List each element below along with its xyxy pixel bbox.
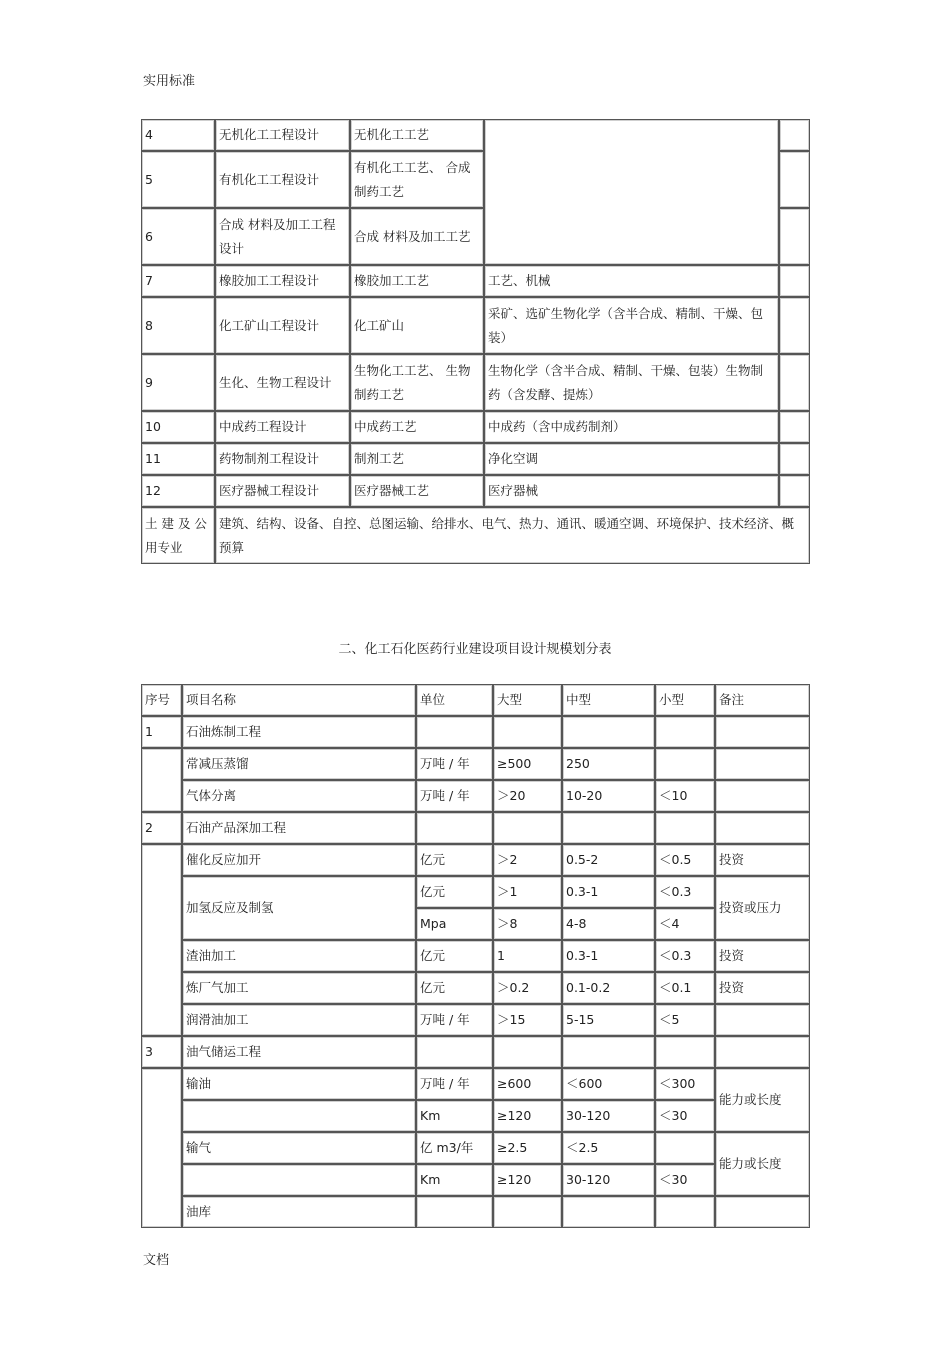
unit-cell — [416, 812, 493, 844]
process-name: 制剂工艺 — [350, 443, 484, 475]
row-number: 4 — [141, 119, 215, 151]
table-row — [141, 748, 810, 780]
scale-table — [141, 684, 810, 1228]
row-number: 9 — [141, 354, 215, 411]
project-name: 常减压蒸馏 — [182, 748, 416, 780]
unit-cell: 亿元 — [416, 876, 493, 908]
small-cell: ＜0.3 — [655, 940, 715, 972]
table-row — [141, 1100, 810, 1132]
header-cell: 中型 — [562, 684, 655, 716]
small-cell: ＜0.3 — [655, 876, 715, 908]
small-cell: ＜30 — [655, 1100, 715, 1132]
note-cell: 投资 — [715, 972, 810, 1004]
row-number: 1 — [141, 716, 182, 748]
project-name: 催化反应加开 — [182, 844, 416, 876]
medium-cell: 30-120 — [562, 1164, 655, 1196]
project-name: 渣油加工 — [182, 940, 416, 972]
project-name: 输油 — [182, 1068, 416, 1100]
project-name: 油气储运工程 — [182, 1036, 416, 1068]
unit-cell: 万吨 / 年 — [416, 1068, 493, 1100]
extra-cell — [779, 475, 810, 507]
note-cell — [715, 812, 810, 844]
extra-cell — [779, 208, 810, 265]
large-cell: ＞2 — [493, 844, 562, 876]
row-number: 12 — [141, 475, 215, 507]
medium-cell — [562, 1196, 655, 1228]
row-number: 8 — [141, 297, 215, 354]
extra-cell — [779, 411, 810, 443]
unit-cell — [416, 1196, 493, 1228]
large-cell: ＞0.2 — [493, 972, 562, 1004]
note-cell: 投资 — [715, 844, 810, 876]
large-cell: ≥120 — [493, 1100, 562, 1132]
row-number: 10 — [141, 411, 215, 443]
note-cell: 投资或压力 — [715, 876, 810, 940]
civil-content: 建筑、结构、设备、自控、总图运输、给排水、电气、热力、通讯、暖通空调、环境保护、技术经济、概预算 — [215, 507, 810, 564]
table-row — [141, 265, 810, 297]
table-row — [141, 443, 810, 475]
design-name: 合成 材料及加工工程设计 — [215, 208, 350, 265]
equipment-name: 工艺、机械 — [484, 265, 779, 297]
row-number — [141, 748, 182, 812]
design-name: 橡胶加工工程设计 — [215, 265, 350, 297]
small-cell: ＜0.5 — [655, 844, 715, 876]
medium-cell — [562, 1036, 655, 1068]
note-cell — [715, 780, 810, 812]
row-number: 11 — [141, 443, 215, 475]
project-name: 炼厂气加工 — [182, 972, 416, 1004]
header-cell: 项目名称 — [182, 684, 416, 716]
row-number: 6 — [141, 208, 215, 265]
equipment-name: 采矿、选矿生物化学（含半合成、精制、干燥、包装） — [484, 297, 779, 354]
header-cell: 序号 — [141, 684, 182, 716]
small-cell: ＜300 — [655, 1068, 715, 1100]
unit-cell — [416, 1036, 493, 1068]
page-footer: 文档 — [143, 1253, 170, 1268]
medium-cell: ＜2.5 — [562, 1132, 655, 1164]
design-name: 医疗器械工程设计 — [215, 475, 350, 507]
design-name: 中成药工程设计 — [215, 411, 350, 443]
note-cell — [715, 1004, 810, 1036]
process-name: 合成 材料及加工工艺 — [350, 208, 484, 265]
medium-cell: 0.5-2 — [562, 844, 655, 876]
unit-cell: Mpa — [416, 908, 493, 940]
note-cell: 能力或长度 — [715, 1132, 810, 1196]
design-name: 无机化工工程设计 — [215, 119, 350, 151]
table-row — [141, 940, 810, 972]
project-name: 石油产品深加工程 — [182, 812, 416, 844]
small-cell — [655, 748, 715, 780]
header-cell: 大型 — [493, 684, 562, 716]
medium-cell: 250 — [562, 748, 655, 780]
equipment-name: 医疗器械 — [484, 475, 779, 507]
note-cell: 能力或长度 — [715, 1068, 810, 1132]
small-cell: ＜0.1 — [655, 972, 715, 1004]
process-name: 橡胶加工工艺 — [350, 265, 484, 297]
table-row — [141, 780, 810, 812]
note-cell: 投资 — [715, 940, 810, 972]
small-cell: ＜5 — [655, 1004, 715, 1036]
unit-cell: 万吨 / 年 — [416, 780, 493, 812]
project-name: 输气 — [182, 1132, 416, 1164]
project-name: 油库 — [182, 1196, 416, 1228]
header-cell: 备注 — [715, 684, 810, 716]
medium-cell: 0.3-1 — [562, 876, 655, 908]
unit-cell: 亿元 — [416, 972, 493, 1004]
large-cell — [493, 1036, 562, 1068]
large-cell: ≥600 — [493, 1068, 562, 1100]
medium-cell: 0.1-0.2 — [562, 972, 655, 1004]
unit-cell: 亿 m3/年 — [416, 1132, 493, 1164]
equipment-name: 中成药（含中成药制剂） — [484, 411, 779, 443]
medium-cell: 10-20 — [562, 780, 655, 812]
medium-cell: 4-8 — [562, 908, 655, 940]
extra-cell — [779, 443, 810, 475]
table-row — [141, 507, 810, 564]
equipment-name: 生物化学（含半合成、精制、干燥、包装）生物制药（含发酵、提炼） — [484, 354, 779, 411]
project-name — [182, 1100, 416, 1132]
large-cell: ＞1 — [493, 876, 562, 908]
table-row — [141, 1004, 810, 1036]
row-number: 3 — [141, 1036, 182, 1068]
small-cell: ＜10 — [655, 780, 715, 812]
table-header-row — [141, 684, 810, 716]
extra-cell — [779, 119, 810, 151]
unit-cell: Km — [416, 1100, 493, 1132]
medium-cell — [562, 716, 655, 748]
row-number — [141, 844, 182, 1036]
project-name: 气体分离 — [182, 780, 416, 812]
process-name: 有机化工工艺、 合成制药工艺 — [350, 151, 484, 208]
table-row — [141, 119, 810, 151]
medium-cell: 0.3-1 — [562, 940, 655, 972]
project-name: 加氢反应及制氢 — [182, 876, 416, 940]
unit-cell: Km — [416, 1164, 493, 1196]
table-row — [141, 716, 810, 748]
design-name: 化工矿山工程设计 — [215, 297, 350, 354]
project-name: 润滑油加工 — [182, 1004, 416, 1036]
table-row — [141, 1132, 810, 1164]
large-cell — [493, 812, 562, 844]
table-row — [141, 411, 810, 443]
small-cell — [655, 1036, 715, 1068]
design-name: 生化、生物工程设计 — [215, 354, 350, 411]
large-cell: 1 — [493, 940, 562, 972]
medium-cell: 5-15 — [562, 1004, 655, 1036]
section-title: 二、化工石化医药行业建设项目设计规模划分表 — [338, 642, 612, 657]
process-name: 中成药工艺 — [350, 411, 484, 443]
header-cell: 小型 — [655, 684, 715, 716]
row-number: 7 — [141, 265, 215, 297]
table-row — [141, 844, 810, 876]
unit-cell — [416, 716, 493, 748]
note-cell — [715, 1036, 810, 1068]
small-cell: ＜4 — [655, 908, 715, 940]
medium-cell: 30-120 — [562, 1100, 655, 1132]
table-row — [141, 1068, 810, 1100]
extra-cell — [779, 297, 810, 354]
extra-cell — [779, 354, 810, 411]
process-name: 医疗器械工艺 — [350, 475, 484, 507]
unit-cell: 万吨 / 年 — [416, 748, 493, 780]
design-name: 有机化工工程设计 — [215, 151, 350, 208]
large-cell: ＞15 — [493, 1004, 562, 1036]
note-cell — [715, 716, 810, 748]
medium-cell: ＜600 — [562, 1068, 655, 1100]
extra-cell — [779, 151, 810, 208]
large-cell: ≥120 — [493, 1164, 562, 1196]
row-number: 2 — [141, 812, 182, 844]
large-cell: ＞8 — [493, 908, 562, 940]
large-cell: ≥500 — [493, 748, 562, 780]
table-row — [141, 1036, 810, 1068]
table-row — [141, 297, 810, 354]
row-number: 5 — [141, 151, 215, 208]
large-cell: ≥2.5 — [493, 1132, 562, 1164]
large-cell: ＞20 — [493, 780, 562, 812]
project-name: 石油炼制工程 — [182, 716, 416, 748]
equipment-cell — [484, 119, 779, 265]
extra-cell — [779, 265, 810, 297]
equipment-name: 净化空调 — [484, 443, 779, 475]
table-row — [141, 876, 810, 908]
small-cell — [655, 716, 715, 748]
project-name — [182, 1164, 416, 1196]
small-cell — [655, 812, 715, 844]
table-row — [141, 972, 810, 1004]
process-name: 无机化工工艺 — [350, 119, 484, 151]
specialty-table — [141, 119, 810, 564]
table-row — [141, 812, 810, 844]
unit-cell: 万吨 / 年 — [416, 1004, 493, 1036]
table-row — [141, 475, 810, 507]
process-name: 化工矿山 — [350, 297, 484, 354]
row-number — [141, 1068, 182, 1228]
civil-label: 土 建 及 公用专业 — [141, 507, 215, 564]
design-name: 药物制剂工程设计 — [215, 443, 350, 475]
small-cell — [655, 1132, 715, 1164]
large-cell — [493, 1196, 562, 1228]
process-name: 生物化工工艺、 生物制药工艺 — [350, 354, 484, 411]
table-row — [141, 354, 810, 411]
table-row — [141, 1164, 810, 1196]
small-cell: ＜30 — [655, 1164, 715, 1196]
unit-cell: 亿元 — [416, 940, 493, 972]
note-cell — [715, 1196, 810, 1228]
large-cell — [493, 716, 562, 748]
small-cell — [655, 1196, 715, 1228]
header-cell: 单位 — [416, 684, 493, 716]
medium-cell — [562, 812, 655, 844]
note-cell — [715, 748, 810, 780]
page-header: 实用标准 — [143, 74, 196, 89]
table-row — [141, 1196, 810, 1228]
unit-cell: 亿元 — [416, 844, 493, 876]
